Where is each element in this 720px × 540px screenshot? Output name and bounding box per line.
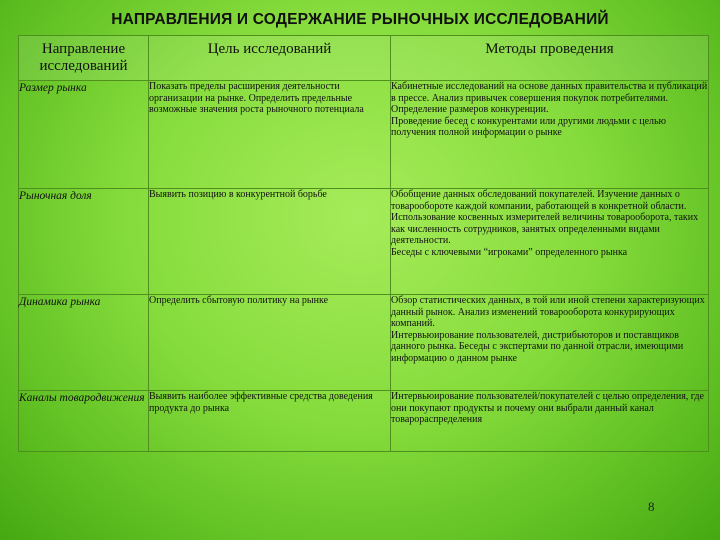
- table-row: [19, 189, 709, 295]
- goal-cell: Показать пределы расширения деятельности организации на рынке. Определить предельные возможные значения роста рыночного потенциала: [149, 81, 391, 189]
- methods-cell: [391, 391, 709, 452]
- goal-cell: Выявить позицию в конкурентной борьбе: [149, 189, 391, 295]
- goal-cell: Выявить наиболее эффективные средства доведения продукта до рынка: [149, 391, 391, 452]
- methods-paragraph: Беседы с ключевыми “игроками” определенного рынка: [391, 246, 628, 258]
- methods-cell: [391, 295, 709, 391]
- table-row: [19, 81, 709, 189]
- direction-cell: Размер рынка: [19, 81, 149, 189]
- methods-paragraph: Кабинетные исследований на основе данных правительства и публикаций в прессе. Анализ привычек совершения покупок потребителями. Определение размеров конкуренции.: [391, 81, 708, 115]
- table-row: [19, 295, 709, 391]
- goal-cell: Определить сбытовую политику на рынке: [149, 295, 391, 391]
- slide-title: НАПРАВЛЕНИЯ И СОДЕРЖАНИЕ РЫНОЧНЫХ ИССЛЕДОВАНИЙ: [111, 11, 609, 28]
- research-directions-table: [18, 35, 709, 452]
- header-direction: Направление исследований: [19, 36, 149, 81]
- methods-cell: [391, 189, 709, 295]
- direction-cell: Динамика рынка: [19, 295, 149, 391]
- header-goal: Цель исследований: [149, 36, 391, 81]
- methods-paragraph: Обзор статистических данных, в той или иной степени характеризующих данный рынок. Анализ изменений товарооборота конкурирующих компаний.: [391, 295, 705, 329]
- methods-paragraph: Проведение бесед с конкурентами или другими людьми с целью получения полной информации о рынке: [391, 115, 667, 138]
- methods-paragraph: Интервьюирование пользователей/покупателей с целью определения, где они покупают продукты и почему они выбрали данный канал товарораспределения: [391, 391, 704, 425]
- methods-cell: [391, 81, 709, 189]
- methods-paragraph: Обобщение данных обследований покупателей. Изучение данных о товарообороте каждой компании, работающей в конкретной области. Использование косвенных измерителей величины товарооборота, таких как численность сотрудников, занятых определенными видами деятельности.: [391, 189, 699, 246]
- page-number: 8: [648, 499, 655, 514]
- table-header-row: [19, 36, 709, 81]
- methods-paragraph: Интервьюирование пользователей, дистрибьюторов и поставщиков данного рынка. Беседы с экспертами по данной отрасли, имеющими информацию о данном рынке: [391, 329, 684, 364]
- header-methods: Методы проведения: [391, 36, 709, 81]
- direction-cell: Рыночная доля: [19, 189, 149, 295]
- table-row: [19, 391, 709, 452]
- direction-cell: Каналы товародвижения: [19, 391, 149, 452]
